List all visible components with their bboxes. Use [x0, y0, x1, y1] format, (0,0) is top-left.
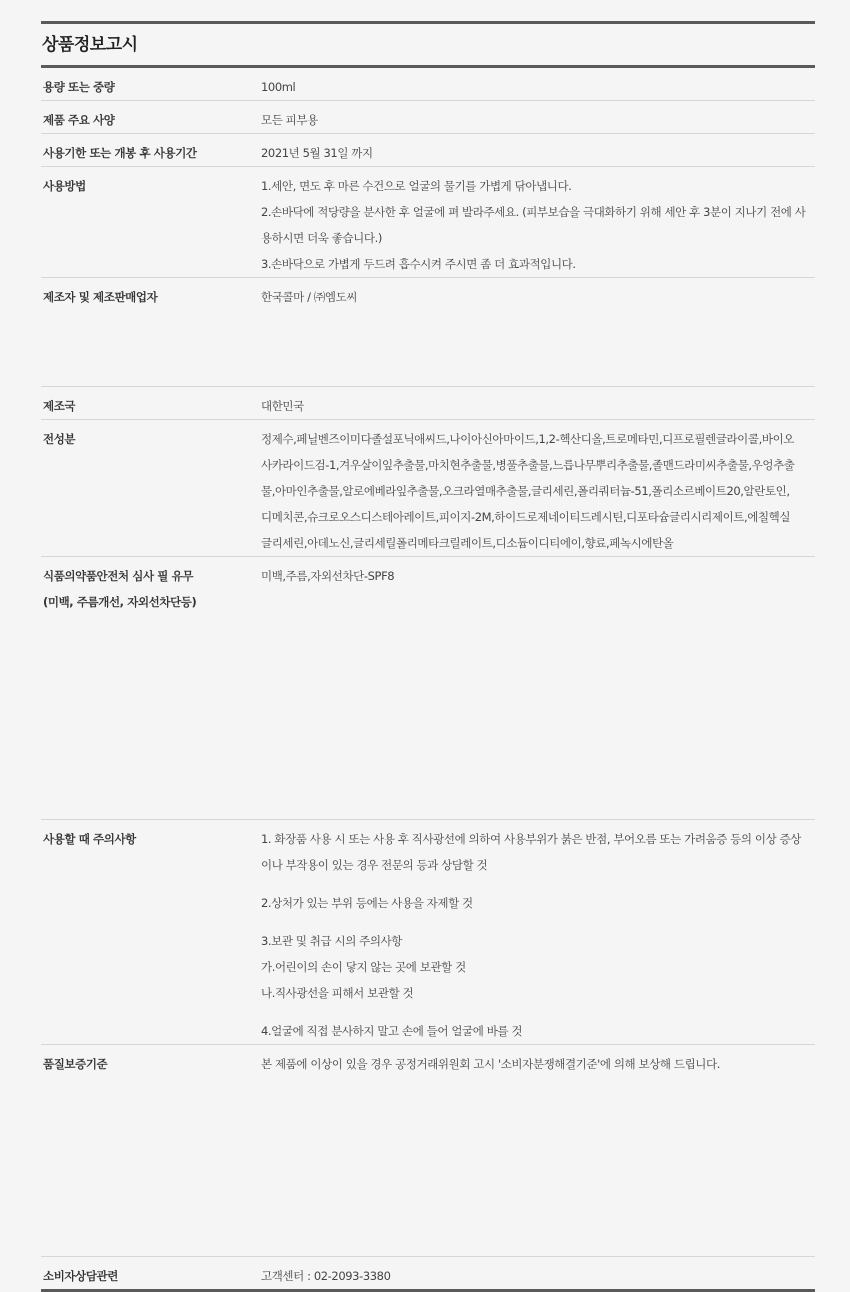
caution-line: 이나 부작용이 있는 경우 전문의 등과 상담할 것: [261, 858, 488, 872]
row-label-manufacturer: 제조자 및 제조판매업자: [41, 278, 261, 387]
table-row: [41, 101, 815, 134]
row-label-kfda-review: [41, 557, 261, 820]
row-value-quality: 본 제품에 이상이 있을 경우 공정거래위원회 고시 '소비자분쟁해결기준'에 의해 보상해 드립니다.: [261, 1045, 815, 1257]
row-label-spec: 제품 주요 사양: [41, 101, 261, 134]
row-label-capacity: 용량 또는 중량: [41, 68, 261, 101]
row-value-cautions: [261, 820, 815, 1045]
table-row: [41, 387, 815, 420]
caution-line: 가.어린이의 손이 닿지 않는 곳에 보관할 것: [261, 960, 466, 974]
table-row: [41, 1045, 815, 1257]
caution-line: 2.상처가 있는 부위 등에는 사용을 자제할 것: [261, 896, 473, 910]
kfda-label-line: (미백, 주름개선, 자외선차단등): [43, 595, 197, 609]
kfda-label-line: 식품의약품안전처 심사 필 유무: [43, 569, 194, 583]
caution-line: 4.얼굴에 직접 분사하지 말고 손에 들어 얼굴에 바를 것: [261, 1024, 523, 1038]
ingredients-line: 디메치콘,슈크로오스디스테아레이트,피이지-2M,하이드로제네이티드레시틴,디포타슘글리시리제이트,에칠헥실: [261, 510, 791, 524]
row-label-quality: 품질보증기준: [41, 1045, 261, 1257]
row-label-country: 제조국: [41, 387, 261, 420]
row-label-usage: 사용방법: [41, 167, 261, 278]
row-value-usage: [261, 167, 815, 278]
table-row: [41, 68, 815, 101]
ingredients-line: 물,아마인추출물,알로에베라잎추출물,오크라열매추출물,글리세린,폴리쿼터늄-51,폴리소르베이트20,알란토인,: [261, 484, 790, 498]
row-label-consumer: 소비자상담관련: [41, 1257, 261, 1290]
caution-line: 1. 화장품 사용 시 또는 사용 후 직사광선에 의하여 사용부위가 붉은 반점, 부어오름 또는 가려움증 등의 이상 증상: [261, 832, 801, 846]
section-title: 상품정보고시: [42, 35, 138, 55]
table-row: [41, 420, 815, 557]
row-label-cautions: 사용할 때 주의사항: [41, 820, 261, 1045]
row-value-ingredients: [261, 420, 815, 557]
caution-line: 3.보관 및 취급 시의 주의사항: [261, 934, 402, 948]
product-info-section: [41, 21, 815, 1292]
table-row: [41, 278, 815, 387]
usage-line: 2.손바닥에 적당량을 분사한 후 얼굴에 펴 발라주세요. (피부보습을 극대화하기 위해 세안 후 3분이 지나기 전에 사: [261, 205, 806, 219]
row-label-ingredients: 전성분: [41, 420, 261, 557]
ingredients-line: 사카라이드검-1,겨우살이잎추출물,마치현추출물,병풀추출물,느릅나무뿌리추출물,졸맨드라미씨추출물,우엉추출: [261, 458, 795, 472]
row-value-kfda-review: 미백,주름,자외선차단-SPF8: [261, 557, 815, 820]
usage-line: 1.세안, 면도 후 마른 수건으로 얼굴의 물기를 가볍게 닦아냅니다.: [261, 179, 572, 193]
usage-line: 용하시면 더욱 좋습니다.): [261, 231, 382, 245]
row-value-manufacturer: 한국콜마 / ㈜엠도씨: [261, 278, 815, 387]
table-row: [41, 167, 815, 278]
table-row: [41, 134, 815, 167]
table-row: [41, 557, 815, 820]
row-label-expiry: 사용기한 또는 개봉 후 사용기간: [41, 134, 261, 167]
row-value-consumer: 고객센터 : 02-2093-3380: [261, 1257, 815, 1290]
row-value-spec: 모든 피부용: [261, 101, 815, 134]
product-info-table: [41, 68, 815, 1290]
caution-line: 나.직사광선을 피해서 보관할 것: [261, 986, 414, 1000]
ingredients-line: 글리세린,아데노신,글리세릴폴리메타크릴레이트,디소듐이디티에이,향료,페녹시에탄올: [261, 536, 674, 550]
usage-line: 3.손바닥으로 가볍게 두드려 흡수시켜 주시면 좀 더 효과적입니다.: [261, 257, 576, 271]
table-row: [41, 1257, 815, 1290]
table-row: [41, 820, 815, 1045]
row-value-country: 대한민국: [261, 387, 815, 420]
row-value-expiry: 2021년 5월 31일 까지: [261, 134, 815, 167]
row-value-capacity: 100ml: [261, 68, 815, 101]
ingredients-line: 정제수,페닐벤즈이미다졸설포닉애씨드,나이아신아마이드,1,2-헥산디올,트로메타민,디프로필렌글라이콜,바이오: [261, 432, 794, 446]
